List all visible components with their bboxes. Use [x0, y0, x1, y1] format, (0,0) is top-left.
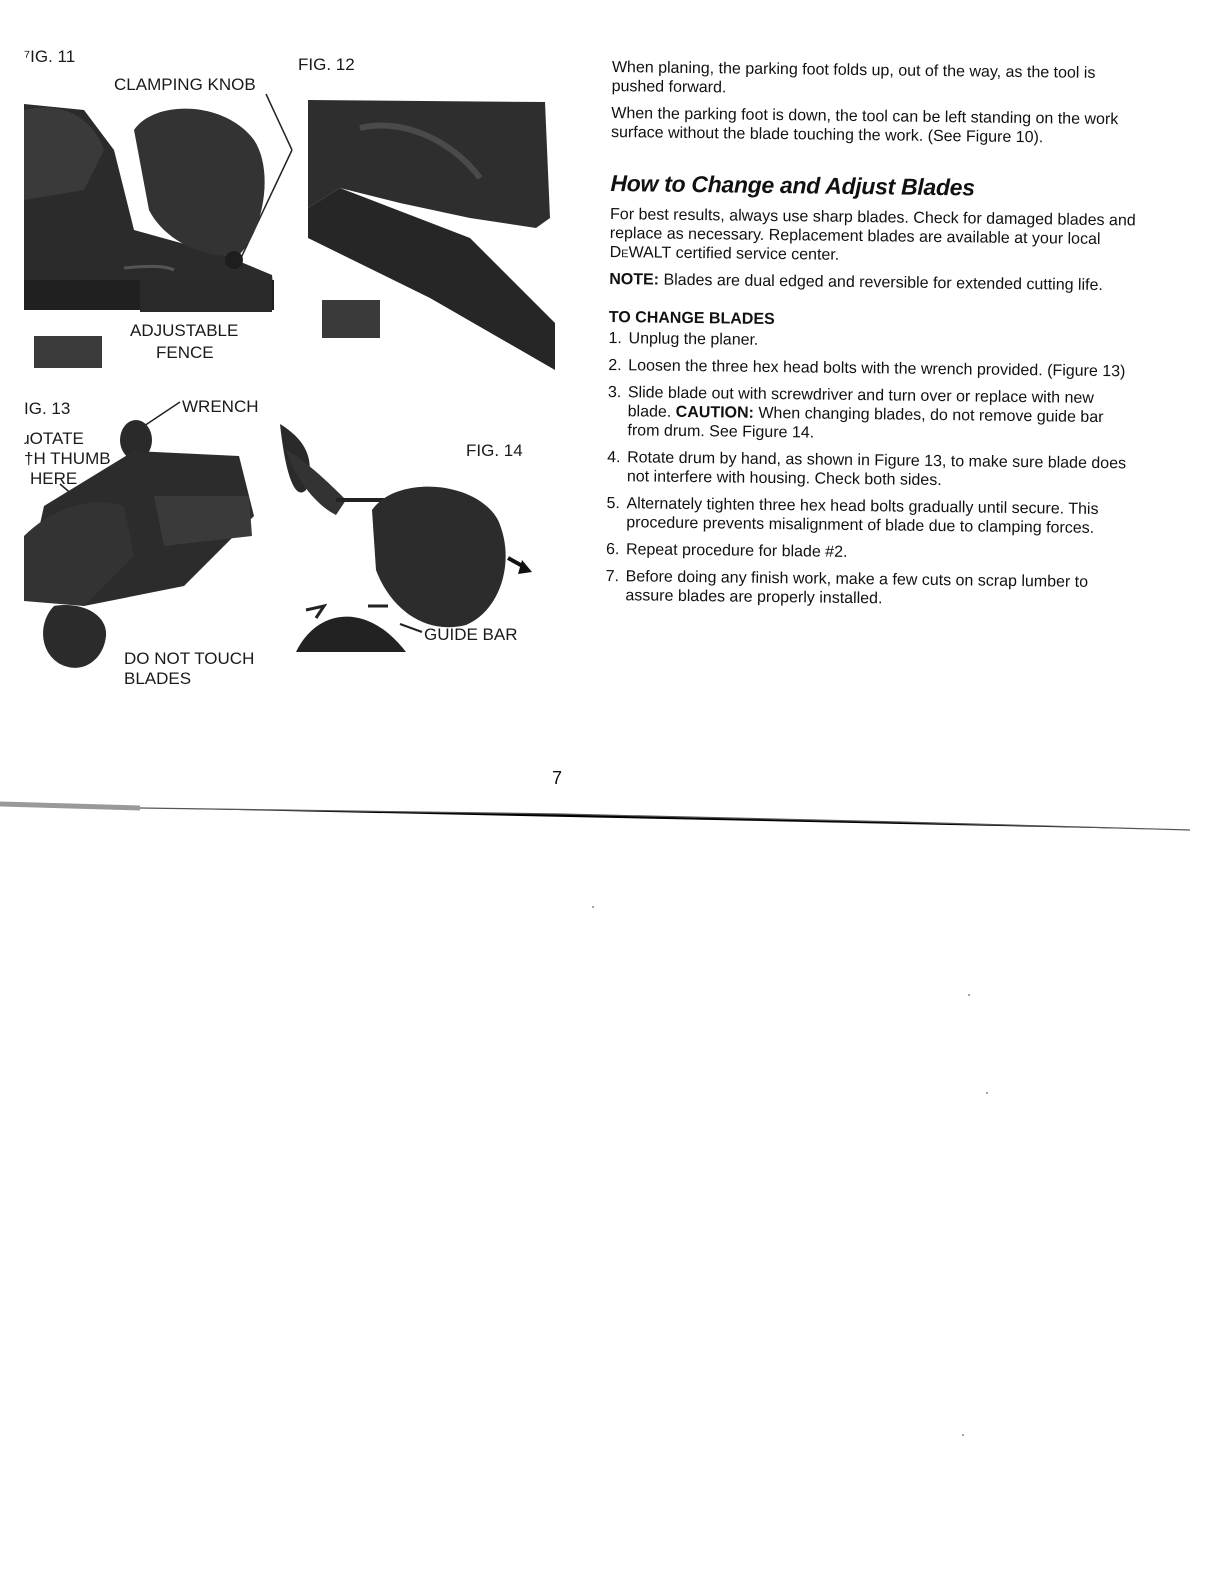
step-text-post: When changing blades, do not remove guide bar from drum. See Figure 14.	[627, 404, 1104, 442]
note-text: Blades are dual edged and reversible for extended cutting life.	[658, 271, 1103, 295]
wrench-label: WRENCH	[182, 397, 259, 416]
note-paragraph	[609, 270, 1139, 295]
page-number: 7	[552, 768, 563, 788]
step-number: 2.	[608, 356, 622, 375]
rotate-label-line3: HERE	[30, 469, 78, 488]
scan-speck	[592, 906, 594, 908]
scan-speck	[986, 1092, 988, 1094]
rotate-label-line1: ɹOTATE	[24, 429, 84, 448]
fig14-label: FIG. 14	[466, 441, 523, 460]
section-heading: How to Change and Adjust Blades	[610, 169, 975, 201]
instructions-column	[605, 58, 1142, 619]
brand-name: DeWALT	[609, 243, 672, 262]
step-number: 4.	[607, 448, 621, 467]
fig12-label: FIG. 12	[298, 55, 355, 74]
step-text: Rotate drum by hand, as shown in Figure 13, to make sure blade does not interfere with housing. Check both sides.	[626, 449, 1127, 490]
note-label: NOTE:	[609, 270, 660, 289]
do-not-touch-label-line2: BLADES	[124, 669, 192, 688]
step-number: 7.	[605, 567, 620, 586]
step-text: Loosen the three hex head bolts with the wrench provided. (Figure 13)	[628, 357, 1126, 381]
parking-foot-paragraph-1: When planing, the parking foot folds up, out of the way, as the tool is pushed forward.	[611, 58, 1096, 97]
step-number: 1.	[608, 329, 623, 348]
scan-speck	[968, 994, 970, 996]
scan-edge-rule	[0, 800, 1224, 836]
step-text: Alternately tighten three hex head bolts gradually until secure. This procedure prevents misalignment of blade due to clamping forces.	[626, 495, 1099, 537]
blades-intro-paragraph	[610, 205, 1141, 268]
caution-label: CAUTION:	[675, 403, 755, 422]
do-not-touch-label-line1: DO NOT TOUCH	[124, 649, 255, 668]
step-item	[608, 356, 1138, 381]
steps-list	[605, 329, 1138, 611]
scan-speck	[962, 1434, 964, 1436]
fig13-illustration	[24, 396, 274, 682]
intro-text-post: certified service center.	[671, 244, 840, 264]
step-number: 3.	[607, 383, 622, 402]
parking-foot-paragraph-2: When the parking foot is down, the tool can be left standing on the work surface without the blade touching the work. (See Figure 10).	[610, 104, 1119, 147]
step-text: Unplug the planer.	[628, 330, 759, 349]
step-item	[605, 567, 1135, 611]
fig11-label: ⁷IG. 11	[24, 47, 76, 66]
rotate-label-line2: †H THUMB	[24, 449, 111, 468]
change-blades-subheading: TO CHANGE BLADES	[608, 308, 775, 329]
fig12-illustration	[300, 98, 560, 373]
step-item	[606, 540, 1136, 565]
guide-bar-label: GUIDE BAR	[424, 625, 518, 644]
step-item	[607, 383, 1138, 446]
step-number: 5.	[606, 494, 621, 513]
step-text: Before doing any finish work, make a few cuts on scrap lumber to assure blades are properly installed.	[625, 568, 1089, 608]
clamping-knob-label: CLAMPING KNOB	[114, 75, 256, 94]
step-text-pre: Slide blade out with screwdriver and turn over or replace with new blade.	[627, 384, 1094, 421]
step-item	[608, 329, 1138, 354]
intro-text-pre: For best results, always use sharp blades. Check for damaged blades and replace as necessary. Replacement blades are available at your local	[609, 205, 1136, 248]
fence-label-line1: ADJUSTABLE	[130, 321, 239, 340]
fence-label-line2: FENCE	[156, 343, 214, 362]
fig13-label: IG. 13	[24, 399, 71, 418]
step-item	[607, 448, 1137, 492]
step-text: Repeat procedure for blade #2.	[625, 541, 848, 561]
step-number: 6.	[605, 540, 620, 559]
step-item	[606, 494, 1136, 538]
